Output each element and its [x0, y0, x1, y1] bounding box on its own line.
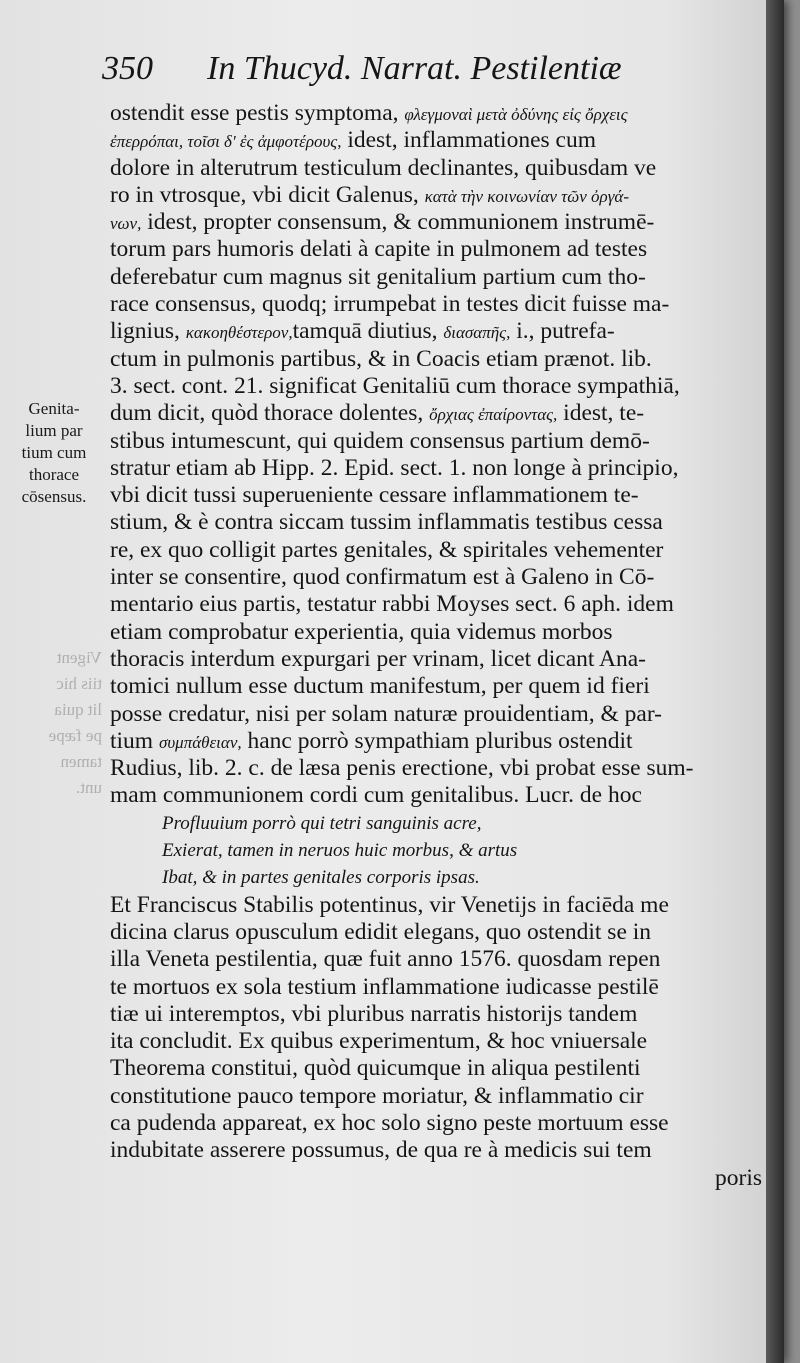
latin-text: posse credatur, nisi per solam naturæ prouidentiam, & par-: [110, 700, 662, 727]
running-header: [102, 50, 782, 98]
latin-text: Et Franciscus Stabilis potentinus, vir Venetijs in faciēda me: [110, 891, 669, 918]
latin-text: thoracis interdum expurgari per vrinam, licet dicant Ana-: [110, 645, 646, 672]
margin-note-line: thorace: [28, 465, 80, 484]
greek-phrase: ὄρχιας ἐπαίροντας,: [429, 405, 558, 425]
text-line: [110, 482, 762, 509]
bleed-through-text: Vigent tiis hic lit quia pe fæpe tamen unt.: [48, 648, 102, 797]
text-line: [110, 1055, 762, 1082]
text-line: [110, 209, 762, 236]
latin-text: mentario eius partis, testatur rabbi Moyses sect. 6 aph. idem: [110, 591, 674, 618]
latin-text: indubitate asserere possumus, de qua re à medicis sui tem: [110, 1137, 652, 1164]
latin-text: te mortuos ex sola testium inflammatione iudicasse pestilē: [110, 973, 659, 1000]
latin-text: idest, inflammationes cum: [341, 127, 596, 154]
latin-text: stibus intumescunt, qui quidem consensus partium demō-: [110, 427, 650, 454]
latin-text: dicina clarus opusculum edidit elegans, quo ostendit se in: [110, 918, 652, 945]
latin-text: idest, te-: [557, 400, 645, 427]
text-line: [110, 591, 762, 618]
page-number: 350: [102, 50, 153, 87]
text-line: [110, 318, 762, 345]
greek-phrase: κατὰ τὴν κοινωνίαν τῶν ὀργά-: [424, 186, 629, 206]
margin-note-line: lium par: [25, 421, 83, 440]
margin-note-line: Genita-: [28, 399, 80, 418]
text-line: [110, 291, 762, 318]
text-line: [110, 1110, 762, 1137]
latin-text: inter se consentire, quod confirmatum est à Galeno in Cō-: [110, 564, 655, 591]
latin-text: dum dicit, quòd thorace dolentes,: [110, 400, 430, 427]
text-line: [110, 400, 762, 427]
latin-text: Theorema constitui, quòd quicumque in aliqua pestilenti: [110, 1055, 641, 1082]
margin-note-line: cōsensus.: [21, 487, 87, 506]
text-line: [110, 1028, 762, 1055]
text-line: [110, 455, 762, 482]
greek-phrase: νων,: [110, 214, 142, 234]
text-line: [110, 892, 762, 919]
greek-phrase: φλεγμοναὶ μετὰ ὀδύνης εἰς ὄρχεις: [404, 105, 628, 124]
latin-text: ostendit esse pestis symptoma,: [110, 100, 405, 126]
latin-text: idest, propter consensum, & communionem instrumē-: [141, 209, 655, 236]
latin-text: hanc porrò sympathiam pluribus ostendit: [241, 727, 633, 754]
latin-text: lignius,: [110, 318, 186, 345]
margin-note-line: tium cum: [21, 443, 87, 462]
text-line: [110, 1001, 762, 1028]
latin-text: ro in vtrosque, vbi dicit Galenus,: [110, 181, 425, 208]
text-line: [110, 619, 762, 646]
latin-text: etiam comprobatur experientia, quia videmus morbos: [110, 618, 613, 645]
greek-phrase: ἐπερρόπαι, τοῖσι δ' ἐς ἀμφοτέρους,: [110, 132, 342, 152]
verse-text: Profluuium porrò qui tetri sanguinis acre,: [162, 812, 482, 834]
text-line: [110, 155, 762, 182]
verse-line: [110, 810, 762, 837]
body-text: [110, 100, 762, 1192]
text-line: [110, 974, 762, 1001]
text-line: [110, 919, 762, 946]
latin-text: constitutione pauco tempore moriatur, & inflammatio cir: [110, 1082, 644, 1109]
latin-text: tomici nullum esse ductum manifestum, per quem id fieri: [110, 673, 650, 700]
latin-text: stratur etiam ab Hipp. 2. Epid. sect. 1. non longe à principio,: [110, 454, 679, 481]
text-line: [110, 701, 762, 728]
latin-text: illa Veneta pestilentia, quæ fuit anno 1576. quosdam repen: [110, 946, 661, 973]
text-line: [110, 1137, 762, 1164]
verse-text: Exierat, tamen in neruos huic morbus, & artus: [162, 840, 518, 862]
text-line: [110, 182, 762, 209]
latin-text: vbi dicit tussi superueniente cessare inflammationem te-: [110, 482, 639, 509]
greek-phrase: κακοηθέστερον,: [185, 323, 293, 343]
text-line: [110, 728, 762, 755]
text-line: [110, 264, 762, 291]
latin-text: tium: [110, 727, 159, 754]
text-line: [110, 346, 762, 373]
text-line: [110, 1165, 762, 1192]
text-line: [110, 782, 762, 809]
latin-text: dolore in alterutrum testiculum declinantes, quibusdam ve: [110, 154, 657, 181]
latin-text: i., putrefa-: [510, 318, 615, 345]
text-line: [110, 646, 762, 673]
latin-text: ca pudenda appareat, ex hoc solo signo peste mortuum esse: [110, 1109, 669, 1136]
text-line: [110, 100, 762, 127]
text-line: [110, 564, 762, 591]
text-line: [110, 373, 762, 400]
latin-text: mam communionem cordi cum genitalibus. Lucr. de hoc: [110, 782, 642, 809]
latin-text: ctum in pulmonis partibus, & in Coacis etiam prænot. lib.: [110, 345, 652, 372]
latin-text: Rudius, lib. 2. c. de læsa penis erectione, vbi probat esse sum-: [110, 755, 694, 782]
text-line: [110, 946, 762, 973]
text-line: [110, 236, 762, 263]
running-title: In Thucyd. Narrat. Pestilentiæ: [207, 50, 622, 87]
latin-text: poris: [715, 1164, 762, 1191]
latin-text: race consensus, quodq; irrumpebat in testes dicit fuisse ma-: [110, 291, 670, 318]
text-line: [110, 127, 762, 154]
text-line: [110, 428, 762, 455]
latin-text: stium, & è contra siccam tussim inflammatis testibus cessa: [110, 509, 663, 536]
latin-text: tiæ ui interemptos, vbi pluribus narratis historijs tandem: [110, 1000, 638, 1027]
verse-line: [110, 837, 762, 864]
page-edge-shadow: [766, 0, 784, 1363]
text-line: [110, 1083, 762, 1110]
latin-text: re, ex quo colligit partes genitales, & spiritales vehementer: [110, 536, 664, 563]
text-line: [110, 673, 762, 700]
greek-phrase: διασαπῆς,: [443, 323, 511, 343]
margin-note: [6, 398, 102, 508]
latin-text: torum pars humoris delati à capite in pulmonem ad testes: [110, 236, 648, 263]
latin-text: deferebatur cum magnus sit genitalium partium cum tho-: [110, 263, 646, 290]
latin-text: ita concludit. Ex quibus experimentum, & hoc vniuersale: [110, 1028, 648, 1055]
text-line: [110, 537, 762, 564]
greek-phrase: συμπάθειαν,: [158, 732, 242, 752]
verse-text: Ibat, & in partes genitales corporis ipsas.: [162, 867, 480, 889]
latin-text: 3. sect. cont. 21. significat Genitaliū cum thorace sympathiā,: [110, 372, 680, 399]
text-line: [110, 755, 762, 782]
verse-line: [110, 864, 762, 891]
text-line: [110, 509, 762, 536]
latin-text: tamquā diutius,: [292, 318, 444, 345]
